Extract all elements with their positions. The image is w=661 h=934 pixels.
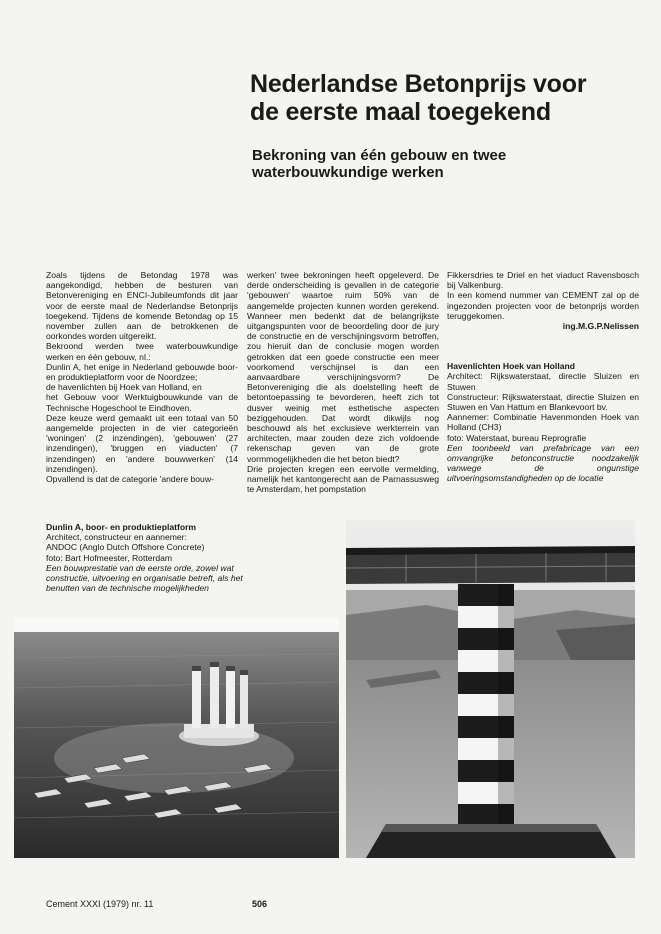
text-column-3 — [447, 270, 639, 484]
paragraph: Drie projecten kregen een eervolle vermelding, namelijk het kantongerecht aan de Parnassusweg te Amsterdam, het pompstation — [247, 463, 439, 495]
page-number: 506 — [252, 899, 268, 909]
paragraph: werken' twee bekroningen heeft opgeleverd. De derde onderscheiding is gevallen in de categorie 'gebouwen' waartoe ruim 50% van de aangemelde projecten kunnen worden gerekend. Wanneer men bedenkt dat de belangrijkste uitgangspunten voor de beoordeling door de jury de constructie en de verschijningsvorm betroffen, zou hieruit dan de conclusie mogen worden getrokken dat een goede constructie een meer voorkomend verschijnsel is dan een aanvaardbare verschijningsvorm? De Betonvereniging die als doelstelling heeft de betontoepassing te bevorderen, heeft zich tot dusver weinig met esthetische aspecten beziggehouden. Dat wordt dikwijls nog beschouwd als het exclusieve werkterrein van architecten, maar zouden deze zich voldoende rekenschap geven van de grote vormmogelijkheden die het beton biedt? — [247, 270, 439, 464]
journal-footer: Cement XXXI (1979) nr. 11 — [46, 899, 154, 909]
subtitle-line-1: Bekroning van één gebouw en twee — [252, 147, 507, 164]
section-heading: Havenlichten Hoek van Holland — [447, 361, 575, 372]
credit-line: Architect: Rijkswaterstaat, directie Sluizen en Stuwen — [447, 371, 639, 392]
paragraph: Dunlin A, het enige in Nederland gebouwde boor- en produktieplatform voor de Noordzee; — [46, 361, 238, 383]
credit-line: foto: Bart Hofmeester, Rotterdam — [46, 552, 173, 563]
title-line-2: de eerste maal toegekend — [250, 98, 551, 126]
author-signature: ing.M.G.P.Nelissen — [562, 321, 639, 332]
paragraph: Fikkersdries te Driel en het viaduct Ravensbosch bij Valkenburg. — [447, 270, 639, 291]
subtitle-line-2: waterbouwkundige werken — [252, 164, 444, 181]
photo-caption-dunlin — [46, 522, 246, 593]
text-column-2 — [247, 270, 439, 494]
article-subtitle — [252, 147, 632, 181]
credit-line: foto: Waterstaat, bureau Reprografie — [447, 432, 587, 443]
credit-line: ANDOC (Anglo Dutch Offshore Concrete) — [46, 542, 205, 553]
paragraph: de havenlichten bij Hoek van Holland, en — [46, 382, 202, 393]
paragraph: Bekroond werden twee waterbouwkundige werken en één gebouw, nl.: — [46, 341, 238, 362]
paragraph: Zoals tijdens de Betondag 1978 was aangekondigd, hebben de besturen van Betonvereniging en ENCI-Jubileumfonds dit jaar voor de eerste maal de Nederlandse Betonprijs toegekend. Tijdens de komende Betondag op 15 november zullen aan de betrokkenen de oorkondes worden uitgereikt. — [46, 270, 238, 342]
paragraph: Opvallend is dat de categorie 'andere bouw- — [46, 474, 214, 485]
paragraph: In een komend nummer van CEMENT zal op de ingezonden projecten voor de betonprijs worden teruggekomen. — [447, 290, 639, 321]
caption-italic-note: Een bouwprestatie van de eerste orde, zowel wat constructie, uitvoering en organisatie betreft, als het benutten van de technische mogelijkheden — [46, 562, 243, 594]
credit-line: Constructeur: Rijkswaterstaat, directie Sluizen en Stuwen en Van Hattum en Blankevoort bv. — [447, 391, 639, 413]
paragraph: het Gebouw voor Werktuigbouwkunde van de Technische Hogeschool te Eindhoven. — [46, 392, 238, 413]
paragraph: Deze keuze werd gemaakt uit een totaal van 50 aangemelde projecten in de vier categorieën 'woningen' (2 inzendingen), 'gebouwen' (27 inzendingen), 'bruggen en viaducten' (7 inzendingen) en 'andere bouwwerken' (14 inzendingen). — [46, 412, 238, 474]
title-line-1: Nederlandse Betonprijs voor — [250, 70, 587, 98]
credit-line: Aannemer: Combinatie Havenmonden Hoek van Holland (CH3) — [447, 412, 639, 433]
section-italic-note: Een toonbeeld van prefabricage van een omvangrijke betonconstructie noodzakelijk vanwege de ongunstige uitvoeringsomstandigheden op de locatie — [447, 442, 639, 484]
photo-dunlin-platform — [14, 618, 339, 858]
photo-havenlicht-tower — [346, 520, 635, 858]
text-column-1 — [46, 270, 238, 484]
article-title — [250, 70, 645, 126]
caption-heading: Dunlin A, boor- en produktieplatform — [46, 522, 197, 532]
credit-line: Architect, constructeur en aannemer: — [46, 532, 187, 543]
